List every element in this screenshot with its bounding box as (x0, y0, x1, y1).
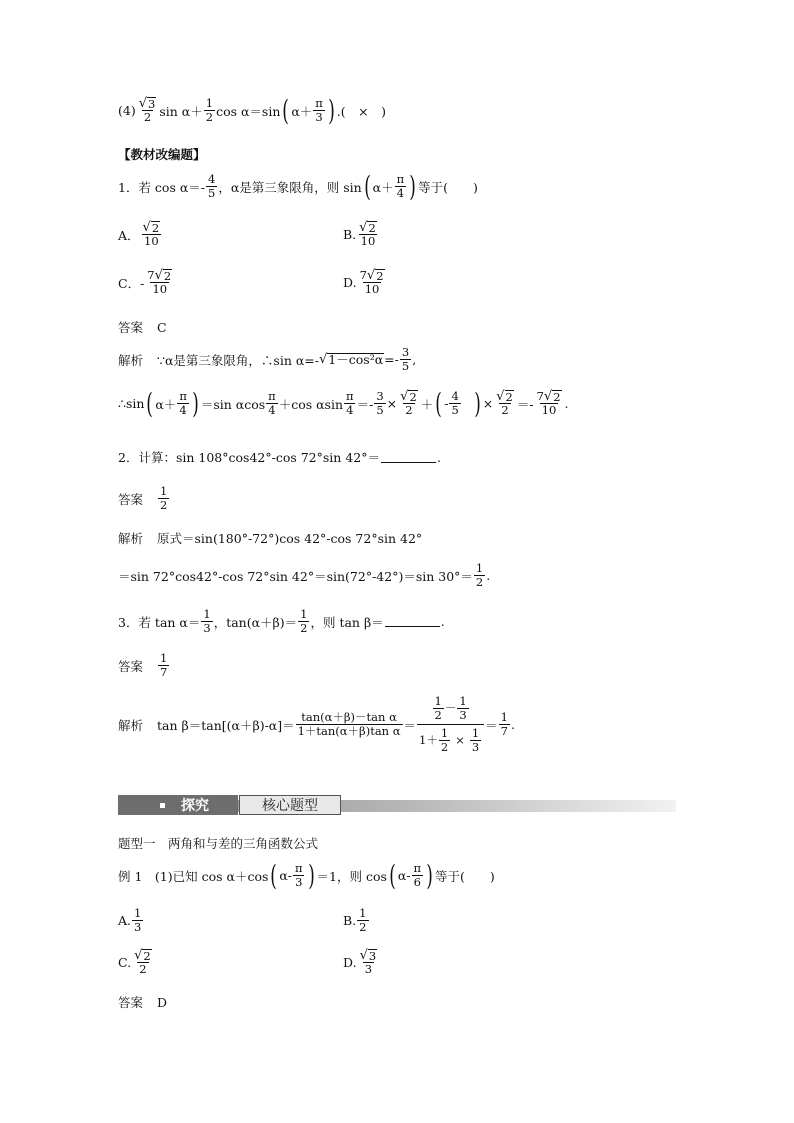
section-banner (118, 795, 676, 815)
fraction: $\frac{4}{5}$ (208, 172, 216, 200)
option-c: C．- 7 √ 2 10 (118, 268, 172, 296)
problem-2-question: 2．计算：sin 108°cos42°-cos 72°sin 42°＝ . (118, 449, 441, 465)
type-1-title: 题型一 两角和与差的三角函数公式 (118, 836, 319, 851)
ex1-option-c: C. √ 2 2 (118, 948, 151, 976)
ex1-option-a: A. $\frac{1}{3}$ (118, 906, 142, 934)
problem-1-question: 1．若 cos α＝- $\frac{4}{5}$ ，α是第三象限角，则 sin ( α＋ $\frac{\pi}{4}$ ) 等于( ) (118, 169, 478, 203)
option-a: A． √ 2 10 (118, 220, 160, 248)
example-1-question: 例 1 (1)已知 cos α＋cos ( α- $\frac{\pi}{3}$ ) ＝1，则 cos ( α- $\frac{\pi}{6}$ ) 等于( ) (118, 858, 495, 892)
ex1-option-d: D. √ 3 3 (343, 948, 377, 976)
section-tag: 【教材改编题】 (118, 147, 206, 162)
square-bullet-icon (160, 803, 165, 808)
explanation-2-line-1: 解析 原式＝sin(180°-72°)cos 42°-cos 72°sin 42° (118, 531, 423, 546)
ex1-option-b: B. $\frac{1}{2}$ (343, 906, 367, 934)
answer-blank (385, 616, 440, 627)
item-label: (4) (118, 103, 136, 118)
fraction: $\frac{\pi}{4}$ (396, 172, 405, 200)
explanation-1-line-1: 解析 ∵α是第三象限角，∴sin α=- √ 1－cos²α =- $\frac{3}{5}$ , (118, 345, 417, 373)
answer-3: 答案 $\frac{1}{7}$ (118, 651, 168, 679)
option-d: D. 7 √ 2 10 (343, 268, 384, 296)
option-b: B. √ 2 10 (343, 220, 376, 248)
fraction: $\frac{\pi}{3}$ (315, 96, 323, 124)
answer-1: 答案 C (118, 319, 167, 335)
fraction: $\frac{1}{2}$ (205, 96, 214, 124)
compound-fraction: $\frac{1}{2}$ － $\frac{1}{3}$ 1＋ $\frac{1}{2}$ × $\frac{1}{3}$ (417, 695, 484, 754)
judgement-mark: .( × ) (336, 103, 386, 119)
explanation-1-line-2: ∴sin ( α＋ $\frac{\pi}{4}$ ) ＝sin αcos $\frac{\pi}{4}$ ＋cos αsin $\frac{\pi}{4}$ ＝- $\frac{3}{5}$ × √ 2 2 ＋ ( - $\frac{4}{5}$ ) × √ 2 2 ＝- 7 √ 2 10 . (118, 386, 569, 420)
answer-2: 答案 $\frac{1}{2}$ (118, 484, 168, 512)
answer-blank (381, 452, 436, 463)
problem-3-question: 3．若 tan α＝ $\frac{1}{3}$ ，tan(α＋β)＝ $\frac{1}{2}$ ，则 tan β＝ . (118, 607, 445, 635)
explanation-3: 解析 tan β＝tan[(α＋β)-α]＝ $\frac{\text{tan(α＋β)－tan α}}{\text{1＋tan(α＋β)tan α}}$ ＝ $\frac{1}{2}$ － $\frac{1}{3}$ 1＋ $\frac{1}{2}$ × $\frac{1}{3}$ ＝ $\frac{1}{7}$ . (118, 694, 515, 754)
banner-dark-label: 探究 (118, 795, 238, 815)
answer-ex1: 答案 D (118, 994, 168, 1010)
fraction: √ 3 2 (138, 96, 156, 124)
banner-light-label: 核心题型 (239, 795, 341, 815)
explanation-2-line-2: ＝sin 72°cos42°-cos 72°sin 42°＝sin(72°-42°)＝sin 30°＝ $\frac{1}{2}$ . (118, 561, 491, 589)
item-4: (4) √ 3 2 sin α＋ $\frac{1}{2}$ cos α＝sin ( α＋ $\frac{\pi}{3}$ ) .( × ) (118, 93, 386, 127)
